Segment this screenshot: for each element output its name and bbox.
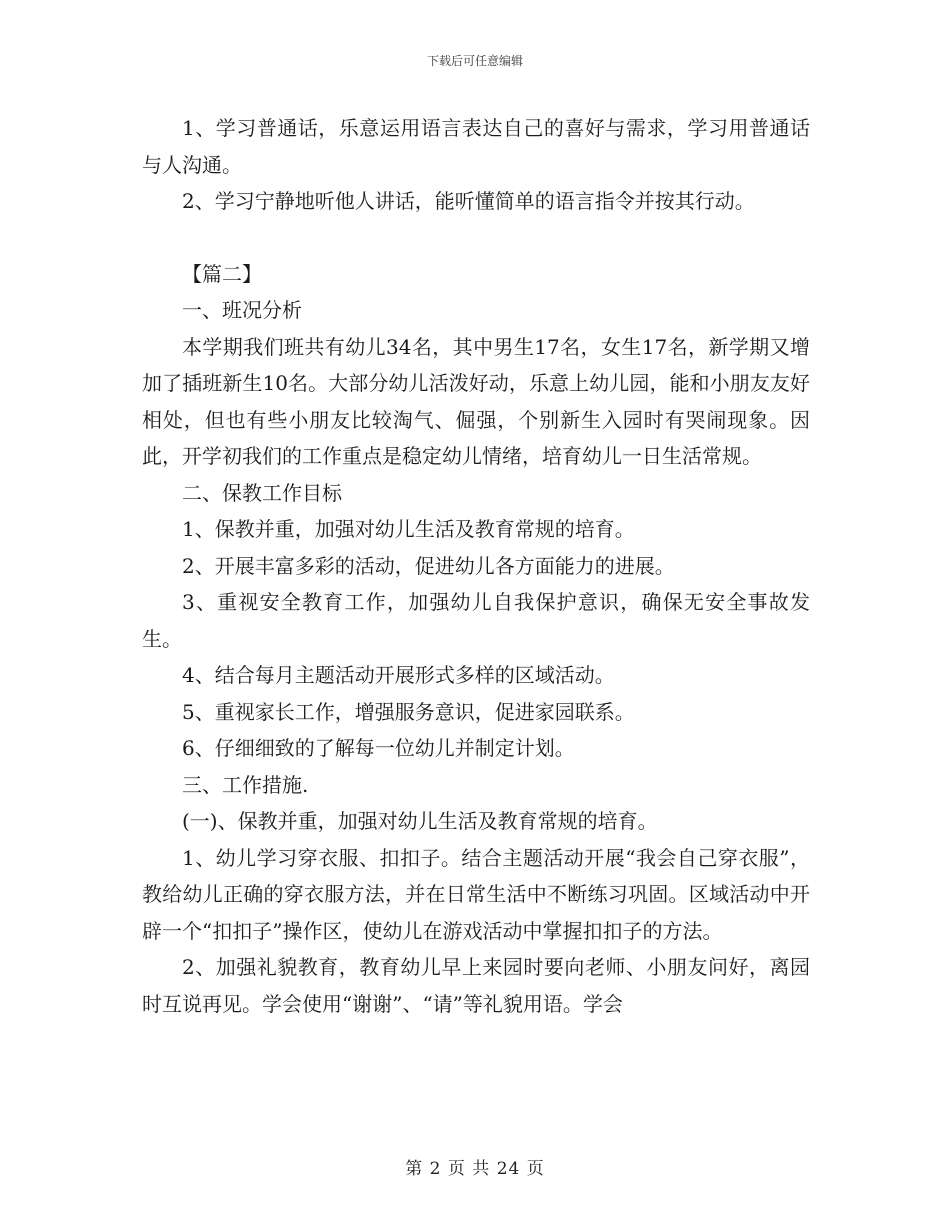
section-title: 【篇二】 — [182, 261, 262, 286]
goal-item: 1、保教并重，加强对幼儿生活及教育常规的培育。 — [182, 517, 635, 541]
measure-item: 1、幼儿学习穿衣服、扣扣子。结合主题活动开展“我会自己穿衣服”，教给幼儿正确的穿衣服方法，并在日常生活中不断练习巩固。区域活动中开辟一个“扣扣子”操作区，使幼儿在游戏活动中掌握扣扣子的方法。 — [142, 845, 810, 943]
measure-item: 2、加强礼貌教育，教育幼儿早上来园时要向老师、小朋友问好，离园时互说再见。学会使用“谢谢”、“请”等礼貌用语。学会 — [142, 955, 810, 1016]
spacer — [142, 220, 810, 256]
heading-measures: 三、工作措施. — [182, 772, 309, 797]
goal-item: 3、重视安全教育工作，加强幼儿自我保护意识，确保无安全事故发生。 — [142, 590, 810, 651]
paragraph-class-analysis: 本学期我们班共有幼儿34名，其中男生17名，女生17名，新学期又增加了插班新生10名。大部分幼儿活泼好动，乐意上幼儿园，能和小朋友友好相处，但也有些小朋友比较淘气、倔强，个别新生入园时有哭闹现象。因此，开学初我们的工作重点是稳定幼儿情绪，培育幼儿一日生活常规。 — [142, 334, 810, 468]
paragraph-top-2: 2、学习宁静地听他人讲话，能听懂简单的语言指令并按其行动。 — [182, 189, 755, 213]
heading-class-analysis: 一、班况分析 — [182, 298, 302, 322]
goal-item: 5、重视家长工作，增强服务意识，促进家园联系。 — [182, 699, 635, 724]
goal-item: 2、开展丰富多彩的活动，促进幼儿各方面能力的进展。 — [182, 553, 675, 578]
page-footer: 第 2 页 共 24 页 — [405, 1159, 545, 1179]
paragraph-top-1: 1、学习普通话，乐意运用语言表达自己的喜好与需求，学习用普通话与人沟通。 — [142, 116, 810, 177]
subheading-measures-1: (一)、保教并重，加强对幼儿生活及教育常规的培育。 — [182, 809, 658, 833]
document-body — [142, 110, 810, 1022]
goal-item: 4、结合每月主题活动开展形式多样的区域活动。 — [182, 663, 615, 687]
heading-goals: 二、保教工作目标 — [182, 480, 342, 505]
goal-item: 6、仔细细致的了解每一位幼儿并制定计划。 — [182, 736, 575, 760]
page-header: 下载后可任意编辑 — [426, 54, 523, 68]
